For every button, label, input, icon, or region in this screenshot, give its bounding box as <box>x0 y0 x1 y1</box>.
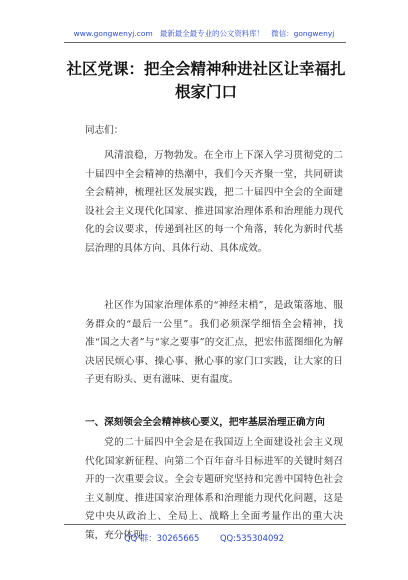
page-footer <box>0 532 408 544</box>
wechat-id: 微信：gongwenyj <box>271 29 335 38</box>
paragraph-3: 党的二十届四中全会是在我国迈上全面建设社会主义现代化国家新征程、向第二个百年奋斗目标进军的关键时刻召开的一次重要会议。全会专题研究坚持和完善中国特色社会主义制度、推进国家治理体系和治理能力现代化问题，这是党中央从政治上、全局上、战略上全面考量作出的重大决策，充分体现 <box>85 437 343 541</box>
paragraph-1: 风清浪稳，万物勃发。在全市上下深入学习贯彻党的二十届四中全会精神的热潮中，我们今天齐聚一堂，共同研读全会精神，梳理社区发展实践，把二十届四中全会的全面建设社会主义现代化国家、推进国家治理体系和治理能力现代化的会议要求，传递到社区的每一个角落，转化为新时代基层治理的具体方向、具体行动、具体成效。 <box>85 150 343 254</box>
document-title: 社区党课：把全会精神种进社区让幸福扎根家门口 <box>66 60 346 101</box>
section-heading: 一、深刻领会全会精神核心要义，把牢基层治理正确方向 <box>85 417 325 428</box>
paragraph-2: 社区作为国家治理体系的“神经末梢”，是政策落地、服务群众的“最后一公里”。我们必须深学细悟全会精神，找准“国之大者”与“家之要事”的交汇点，把宏伟蓝图细化为解决居民烦心事、操心事、揪心事的家门口实践，让大家的日子更有盼头、更有滋味、更有温度。 <box>85 300 343 386</box>
page-header <box>0 28 408 39</box>
qq-contact: QQ:535304092 <box>219 533 284 543</box>
salutation: 同志们： <box>85 125 124 136</box>
qq-group: QQ 群：30265665 <box>124 533 200 543</box>
header-divider <box>64 42 346 43</box>
site-link[interactable]: www.gongwenyj.com <box>73 29 153 38</box>
footer-divider <box>64 524 346 525</box>
site-slogan: 最新最全最专业的公文资料库！ <box>159 29 265 38</box>
